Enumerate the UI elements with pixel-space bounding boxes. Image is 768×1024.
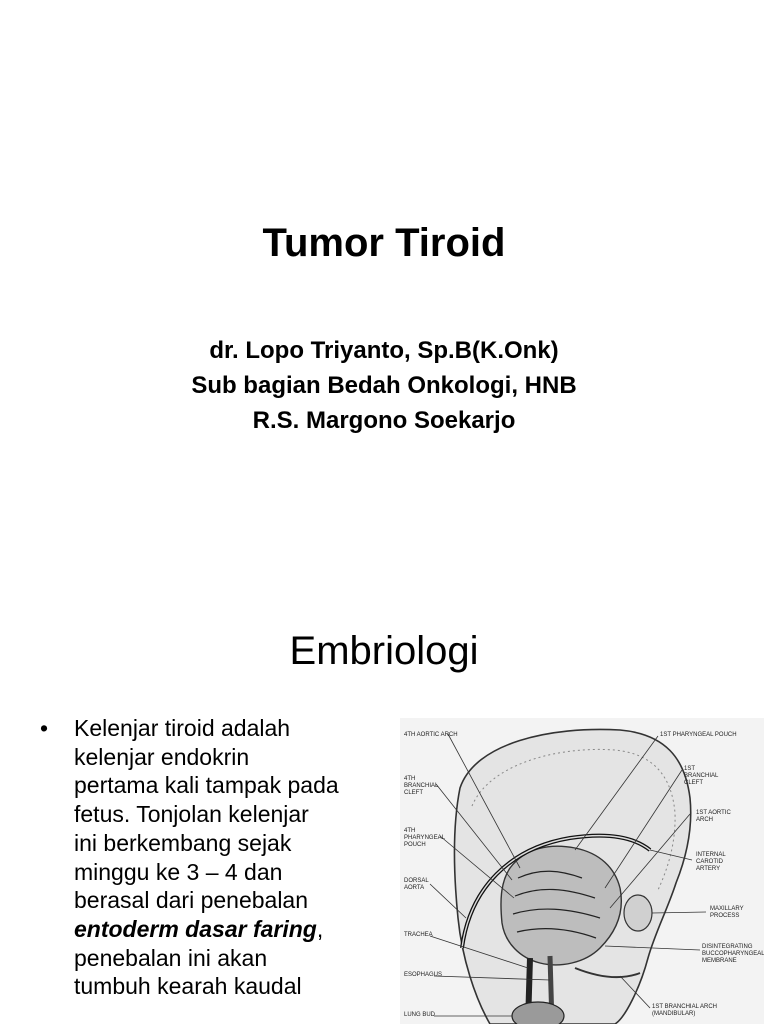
figure-label: 4TH AORTIC ARCH [404, 732, 458, 738]
section-title: Embriologi [289, 629, 479, 673]
author-name: dr. Lopo Triyanto, Sp.B(K.Onk) [209, 337, 559, 364]
author-block [0, 333, 768, 438]
bullet-line: tumbuh kearah kaudal [74, 973, 302, 1000]
figure-label: TRACHEA [404, 932, 433, 938]
bullet-line: Kelenjar tiroid adalah [74, 715, 291, 741]
emphasis-text: entoderm dasar faring [74, 915, 317, 942]
embryo-pharyngeal-diagram [400, 718, 764, 1024]
bullet-marker: • [40, 715, 49, 741]
bullet-line: berasal dari penebalan [74, 887, 309, 914]
bullet-line: fetus. Tonjolan kelenjar [74, 801, 309, 828]
figure-label: 1ST AORTIC ARCH [696, 810, 731, 823]
bullet-line: ini berkembang sejak [74, 829, 292, 856]
slide-title: Tumor Tiroid [262, 221, 506, 265]
bullet-line: minggu ke 3 – 4 dan [74, 858, 283, 885]
embriologi-slide [0, 576, 768, 1024]
author-hospital: R.S. Margono Soekarjo [252, 407, 516, 434]
bullet-line: kelenjar endokrin [74, 743, 250, 770]
figure-label: INTERNAL CAROTID ARTERY [696, 852, 726, 872]
emphasis-suffix: , [316, 915, 324, 942]
figure-label: DORSAL AORTA [404, 878, 429, 891]
figure-label: 4TH PHARYNGEAL POUCH [404, 828, 445, 848]
figure-label: 1ST BRANCHIAL CLEFT [684, 766, 719, 786]
figure-label: DISINTEGRATING BUCCOPHARYNGEAL MEMBRANE [702, 944, 764, 964]
bullet-line: penebalan ini akan [74, 944, 268, 971]
bullet-item [74, 714, 380, 1001]
bullet-line: pertama kali tampak pada [74, 772, 339, 799]
bullet-list [40, 714, 380, 1001]
figure-label: 4TH BRANCHIAL CLEFT [404, 776, 439, 796]
figure-label: 1ST BRANCHIAL ARCH (MANDIBULAR) [652, 1004, 718, 1017]
figure-label: 1ST PHARYNGEAL POUCH [660, 732, 737, 738]
figure-label: MAXILLARY PROCESS [710, 906, 744, 919]
figure-label: ESOPHAGUS [404, 972, 443, 978]
figure-label: LUNG BUD [404, 1012, 436, 1018]
author-department: Sub bagian Bedah Onkologi, HNB [191, 372, 577, 399]
bullet-line-emphasis [74, 915, 380, 944]
